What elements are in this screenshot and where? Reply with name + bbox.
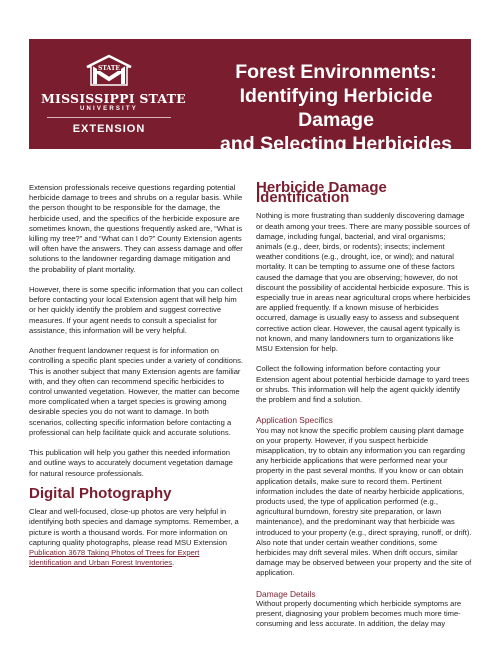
damage-details-paragraph: Without properly documenting which herbicide symptoms are present, diagnosing your problem becomes much more time-consuming and less accurate. In addition, the delay may xyxy=(256,599,462,629)
intro-paragraph: Extension professionals receive questions regarding potential herbicide damage to trees and shrubs on a regular basis. While the person thought to be responsible for the damage, the herbicide used, and the specifics of the herbicide exposure are sometimes known, the questions frequently asked are, “What is killing my tree?” and “What can I do?” County Extension agents will often have the answers. They can assess damage and offer solutions to the landowner regarding damage mitigation and the probability of plant mortality. xyxy=(29,183,243,274)
application-paragraph: You may not know the specific problem causing plant damage on your property. However, if you suspect herbicide misapplication, try to obtain any information you can regarding any herbicide applications that were performed near your property in the past several months. If you know or can obtain application details, make sure to record them. Pertinent information includes the date of nearby herbicide applications, products used, the type of application performed (e.g., agricultural burndown, forestry site preparation, or lawn maintenance), and the predominant way that herbicide was introduced to your property (e.g., direct spraying, runoff, or drift). Also note that under certain weather conditions, some herbicides may drift several miles. When drift occurs, similar damage may be observed between your property and the site of application. xyxy=(256,425,472,578)
publication-3678-link[interactable]: Publication 3678 Taking Photos of Trees for Expert Identification and Urban Forest Inventories xyxy=(29,548,200,568)
msu-extension-logo xyxy=(41,53,186,143)
species-control-paragraph: Another frequent landowner request is for information on controlling a specific plant species under a variety of conditions. This is another subject that many Extension agents are familiar with, and they often can recommend specific herbicides to control unwanted vegetation. However, the matter can become more complicated when a target species is growing among desirable species you do not want to damage. In both scenarios, collecting specific information before contacting a professional can help facilitate quick and accurate solutions. xyxy=(29,346,244,437)
logo-extension: EXTENSION xyxy=(72,123,146,135)
header-banner xyxy=(29,39,471,155)
left-column xyxy=(29,183,243,579)
subheading-application-specifics: Application Specifics xyxy=(256,415,333,426)
heading-digital-photography: Digital Photography xyxy=(29,485,172,503)
seal-text: STATE xyxy=(98,65,120,72)
right-column xyxy=(256,179,472,640)
damage-intro-paragraph: Nothing is more frustrating than suddenly discovering damage or death among your trees. There are many possible sources of damage, including fungal, bacterial, and viral organisms; animals (e.g., deer, birds, or rodents); insects; inclement weather conditions (e.g., drought, ice, or wind); and natural mortality. It can be tempting to assume one of these factors caused the damage that you are observing; however, do not discount the possibility of accidental herbicide exposure. This is especially true in areas near agricultural crops where herbicides are applied frequently. If a known misuse of herbicides occurred, damage is usually easy to assess and subsequent corrective action clear. However, the causal agent typically is not known, and many landowners turn to organizations like MSU Extension for help. xyxy=(256,211,471,354)
contact-agent-paragraph: However, there is some specific information that you can collect before contacting your local Extension agent that will help him or her quickly identify the problem and suggest corrective measures. If your agent needs to consult a specialist for assistance, this information will be very helpful. xyxy=(29,285,243,335)
msu-seal-icon xyxy=(83,53,135,91)
logo-state-name: MISSISSIPPI STATE xyxy=(41,91,186,106)
title-line-3: and Selecting Herbicides xyxy=(220,133,452,155)
logo-university: UNIVERSITY xyxy=(79,106,138,112)
title-line-1: Forest Environments: xyxy=(235,61,437,83)
publication-purpose-paragraph: This publication will help you gather this needed information and outline ways to accurately document vegetation damage for natural resource professionals. xyxy=(29,448,233,478)
collect-info-paragraph: Collect the following information before contacting your Extension agent about potential herbicide damage to yard trees or shrubs. This information will help the agent quickly identify the problem and find a solution. xyxy=(256,364,470,405)
page-title xyxy=(205,60,467,156)
subheading-damage-details: Damage Details xyxy=(256,588,316,599)
title-line-2: Identifying Herbicide Damage xyxy=(239,85,433,131)
heading-herbicide-damage: Herbicide Damage Identification xyxy=(256,179,387,207)
photography-end: . xyxy=(172,558,175,568)
logo-divider xyxy=(47,117,171,118)
photography-text: Clear and well-focused, close-up photos are very helpful in identifying both species and damage symptoms. Remember, a picture is worth a thousand words. For more information on capturing quality photographs, please read MSU Extension xyxy=(29,507,239,547)
photography-paragraph xyxy=(29,507,243,568)
